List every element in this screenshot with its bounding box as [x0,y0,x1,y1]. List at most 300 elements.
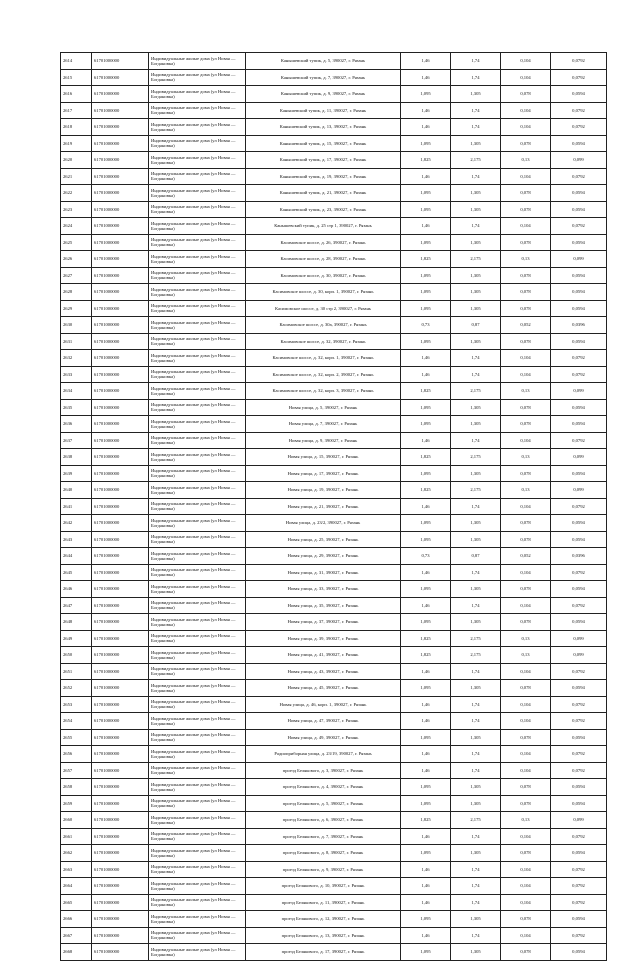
object-type-cell: Индивидуальные жилые дома (ул Новая — Богдановка) [149,234,246,251]
value-4-cell: 0,0792 [551,878,607,895]
value-2-cell: 2,175 [451,383,501,400]
oktmo-code-cell: 61701000000 [92,482,149,499]
value-1-cell: 1,095 [401,201,451,218]
value-1-cell: 1,46 [401,927,451,944]
value-3-cell: 0,078 [501,944,551,961]
address-cell: Касимовское шоссе, д. 30а, 390027, г. Рязань [246,317,401,334]
oktmo-code-cell: 61701000000 [92,713,149,730]
row-number-cell: 2642 [61,515,92,532]
address-cell: Новая улица, д. 49, 390027, г. Рязань [246,729,401,746]
value-4-cell: 0,0792 [551,927,607,944]
address-cell: проезд Белякового, д. 8, 390027, г. Рязань [246,845,401,862]
oktmo-code-cell: 61701000000 [92,729,149,746]
value-3-cell: 0,104 [501,713,551,730]
value-1-cell: 1,095 [401,779,451,796]
value-3-cell: 0,13 [501,383,551,400]
value-1-cell: 1,46 [401,366,451,383]
value-1-cell: 1,095 [401,399,451,416]
table-row [61,746,607,763]
value-2-cell: 1,74 [451,597,501,614]
table-row [61,647,607,664]
oktmo-code-cell: 61701000000 [92,878,149,895]
row-number-cell: 2635 [61,399,92,416]
address-cell: Касимовское шоссе, д. 32, корп. 3, 390027, г. Рязань [246,383,401,400]
row-number-cell: 2652 [61,680,92,697]
table-row [61,944,607,961]
object-type-cell: Индивидуальные жилые дома (ул Новая — Богдановка) [149,284,246,301]
value-1-cell: 1,46 [401,746,451,763]
value-4-cell: 0,0594 [551,284,607,301]
table-row [61,828,607,845]
address-cell: Новая улица, д. 47, 390027, г. Рязань [246,713,401,730]
address-cell: Касимовское шоссе, д. 28, 390027, г. Рязань [246,251,401,268]
value-3-cell: 0,104 [501,894,551,911]
table-body [61,53,607,961]
value-3-cell: 0,104 [501,366,551,383]
table-row [61,234,607,251]
row-number-cell: 2630 [61,317,92,334]
value-2-cell: 1,305 [451,201,501,218]
value-1-cell: 1,825 [401,812,451,829]
object-type-cell: Индивидуальные жилые дома (ул Новая — Богдановка) [149,53,246,70]
value-1-cell: 1,825 [401,647,451,664]
row-number-cell: 2656 [61,746,92,763]
value-2-cell: 1,305 [451,729,501,746]
table-row [61,630,607,647]
row-number-cell: 2665 [61,894,92,911]
value-4-cell: 0,0594 [551,185,607,202]
value-3-cell: 0,078 [501,614,551,631]
value-2-cell: 1,305 [451,515,501,532]
value-4-cell: 0,0792 [551,53,607,70]
value-1-cell: 1,46 [401,878,451,895]
table-row [61,284,607,301]
address-cell: проезд Белякового, д. 11, 390027, г. Рязань [246,894,401,911]
object-type-cell: Индивидуальные жилые дома (ул Новая — Богдановка) [149,878,246,895]
table-row [61,185,607,202]
table-row [61,267,607,284]
value-1-cell: 1,825 [401,449,451,466]
object-type-cell: Индивидуальные жилые дома (ул Новая — Богдановка) [149,531,246,548]
row-number-cell: 2628 [61,284,92,301]
value-4-cell: 0,0792 [551,663,607,680]
row-number-cell: 2636 [61,416,92,433]
table-row [61,416,607,433]
value-4-cell: 0,099 [551,152,607,169]
value-2-cell: 1,74 [451,663,501,680]
value-1-cell: 1,095 [401,581,451,598]
oktmo-code-cell: 61701000000 [92,416,149,433]
oktmo-code-cell: 61701000000 [92,168,149,185]
value-4-cell: 0,0594 [551,581,607,598]
row-number-cell: 2653 [61,696,92,713]
oktmo-code-cell: 61701000000 [92,911,149,928]
address-cell: Канышевский тупик, д. 7, 390027, г. Рязань [246,69,401,86]
oktmo-code-cell: 61701000000 [92,251,149,268]
oktmo-code-cell: 61701000000 [92,812,149,829]
value-3-cell: 0,104 [501,663,551,680]
row-number-cell: 2637 [61,432,92,449]
value-3-cell: 0,078 [501,729,551,746]
row-number-cell: 2631 [61,333,92,350]
value-1-cell: 1,095 [401,267,451,284]
value-3-cell: 0,104 [501,762,551,779]
value-3-cell: 0,13 [501,647,551,664]
value-3-cell: 0,104 [501,597,551,614]
table-row [61,680,607,697]
oktmo-code-cell: 61701000000 [92,680,149,697]
value-3-cell: 0,104 [501,878,551,895]
value-1-cell: 1,095 [401,86,451,103]
row-number-cell: 2651 [61,663,92,680]
value-2-cell: 1,305 [451,300,501,317]
table-row [61,102,607,119]
address-cell: проезд Белякового, д. 13, 390027, г. Рязань [246,927,401,944]
value-2-cell: 1,305 [451,185,501,202]
table-row [61,53,607,70]
value-4-cell: 0,0792 [551,119,607,136]
value-1-cell: 1,46 [401,168,451,185]
value-4-cell: 0,0594 [551,234,607,251]
row-number-cell: 2627 [61,267,92,284]
oktmo-code-cell: 61701000000 [92,218,149,235]
value-2-cell: 1,305 [451,779,501,796]
table-row [61,861,607,878]
address-cell: Новая улица, д. 41, 390027, г. Рязань [246,647,401,664]
address-cell: Канышевский тупик, д. 13, 390027, г. Рязань [246,119,401,136]
value-1-cell: 1,46 [401,53,451,70]
object-type-cell: Индивидуальные жилые дома (ул Новая — Богдановка) [149,630,246,647]
table-row [61,696,607,713]
row-number-cell: 2645 [61,564,92,581]
value-3-cell: 0,13 [501,812,551,829]
oktmo-code-cell: 61701000000 [92,515,149,532]
value-3-cell: 0,052 [501,317,551,334]
object-type-cell: Индивидуальные жилые дома (ул Новая — Богдановка) [149,317,246,334]
row-number-cell: 2620 [61,152,92,169]
value-3-cell: 0,078 [501,185,551,202]
value-1-cell: 1,46 [401,828,451,845]
oktmo-code-cell: 61701000000 [92,465,149,482]
value-3-cell: 0,078 [501,531,551,548]
address-cell: Канышевский тупик, д. 9, 390027, г. Рязань [246,86,401,103]
object-type-cell: Индивидуальные жилые дома (ул Новая — Богдановка) [149,152,246,169]
address-cell: проезд Белякового, д. 5, 390027, г. Рязань [246,795,401,812]
object-type-cell: Индивидуальные жилые дома (ул Новая — Богдановка) [149,680,246,697]
oktmo-code-cell: 61701000000 [92,779,149,796]
address-cell: Канышевский тупик, д. 19, 390027, г. Рязань [246,168,401,185]
object-type-cell: Индивидуальные жилые дома (ул Новая — Богдановка) [149,762,246,779]
value-4-cell: 0,0792 [551,218,607,235]
oktmo-code-cell: 61701000000 [92,135,149,152]
table-row [61,383,607,400]
address-cell: Канышевский тупик, д. 17, 390027, г. Рязань [246,152,401,169]
table-row [61,300,607,317]
value-1-cell: 1,46 [401,713,451,730]
object-type-cell: Индивидуальные жилые дома (ул Новая — Богдановка) [149,119,246,136]
address-cell: Новая улица, д. 46, корп. 1, 390027, г. Рязань [246,696,401,713]
table-row [61,86,607,103]
value-1-cell: 1,46 [401,69,451,86]
value-3-cell: 0,104 [501,432,551,449]
oktmo-code-cell: 61701000000 [92,300,149,317]
value-1-cell: 1,46 [401,498,451,515]
value-4-cell: 0,0594 [551,845,607,862]
object-type-cell: Индивидуальные жилые дома (ул Новая — Богдановка) [149,927,246,944]
oktmo-code-cell: 61701000000 [92,234,149,251]
table-row [61,366,607,383]
value-4-cell: 0,0594 [551,267,607,284]
value-4-cell: 0,0792 [551,861,607,878]
value-3-cell: 0,078 [501,416,551,433]
row-number-cell: 2660 [61,812,92,829]
value-2-cell: 1,74 [451,861,501,878]
value-2-cell: 1,74 [451,894,501,911]
oktmo-code-cell: 61701000000 [92,366,149,383]
address-cell: Радиоприборная улица, д. 23/19, 390027, г. Рязань [246,746,401,763]
row-number-cell: 2617 [61,102,92,119]
value-2-cell: 2,175 [451,251,501,268]
object-type-cell: Индивидуальные жилые дома (ул Новая — Богдановка) [149,267,246,284]
table-row [61,449,607,466]
value-4-cell: 0,0594 [551,86,607,103]
value-4-cell: 0,0792 [551,168,607,185]
value-2-cell: 1,74 [451,102,501,119]
row-number-cell: 2664 [61,878,92,895]
row-number-cell: 2668 [61,944,92,961]
value-3-cell: 0,104 [501,498,551,515]
object-type-cell: Индивидуальные жилые дома (ул Новая — Богдановка) [149,795,246,812]
value-3-cell: 0,078 [501,201,551,218]
object-type-cell: Индивидуальные жилые дома (ул Новая — Богдановка) [149,647,246,664]
value-1-cell: 1,095 [401,531,451,548]
value-3-cell: 0,078 [501,680,551,697]
object-type-cell: Индивидуальные жилые дома (ул Новая — Богдановка) [149,449,246,466]
object-type-cell: Индивидуальные жилые дома (ул Новая — Богдановка) [149,911,246,928]
value-1-cell: 1,095 [401,944,451,961]
object-type-cell: Индивидуальные жилые дома (ул Новая — Богдановка) [149,333,246,350]
row-number-cell: 2633 [61,366,92,383]
oktmo-code-cell: 61701000000 [92,498,149,515]
value-3-cell: 0,078 [501,845,551,862]
value-4-cell: 0,0594 [551,944,607,961]
value-1-cell: 1,46 [401,350,451,367]
value-4-cell: 0,0594 [551,465,607,482]
table-row [61,119,607,136]
value-2-cell: 1,74 [451,498,501,515]
table-row [61,432,607,449]
address-cell: Касимовское шоссе, д. 32, корп. 2, 390027, г. Рязань [246,366,401,383]
row-number-cell: 2666 [61,911,92,928]
value-4-cell: 0,0594 [551,333,607,350]
oktmo-code-cell: 61701000000 [92,696,149,713]
object-type-cell: Индивидуальные жилые дома (ул Новая — Богдановка) [149,548,246,565]
oktmo-code-cell: 61701000000 [92,432,149,449]
oktmo-code-cell: 61701000000 [92,861,149,878]
value-3-cell: 0,104 [501,69,551,86]
value-1-cell: 1,46 [401,696,451,713]
value-1-cell: 1,825 [401,152,451,169]
address-cell: Новая улица, д. 31, 390027, г. Рязань [246,564,401,581]
value-3-cell: 0,104 [501,350,551,367]
address-cell: Новая улица, д. 5, 390027, г. Рязань [246,399,401,416]
value-2-cell: 1,74 [451,927,501,944]
table-row [61,317,607,334]
value-2-cell: 1,74 [451,762,501,779]
value-4-cell: 0,0594 [551,399,607,416]
table-row [61,482,607,499]
value-2-cell: 1,74 [451,564,501,581]
row-number-cell: 2661 [61,828,92,845]
value-2-cell: 1,305 [451,680,501,697]
value-1-cell: 1,095 [401,729,451,746]
value-4-cell: 0,0792 [551,894,607,911]
object-type-cell: Индивидуальные жилые дома (ул Новая — Богдановка) [149,845,246,862]
value-2-cell: 1,305 [451,845,501,862]
table-row [61,927,607,944]
value-2-cell: 1,305 [451,911,501,928]
value-4-cell: 0,0594 [551,515,607,532]
address-cell: Касимовское шоссе, д. 32, корп. 1, 390027, г. Рязань [246,350,401,367]
value-2-cell: 1,305 [451,135,501,152]
table-row [61,812,607,829]
value-2-cell: 1,305 [451,531,501,548]
value-2-cell: 1,305 [451,416,501,433]
address-cell: Новая улица, д. 33, 390027, г. Рязань [246,581,401,598]
address-cell: Новая улица, д. 39, 390027, г. Рязань [246,630,401,647]
value-4-cell: 0,0792 [551,350,607,367]
object-type-cell: Индивидуальные жилые дома (ул Новая — Богдановка) [149,350,246,367]
value-3-cell: 0,104 [501,696,551,713]
row-number-cell: 2632 [61,350,92,367]
row-number-cell: 2644 [61,548,92,565]
object-type-cell: Индивидуальные жилые дома (ул Новая — Богдановка) [149,861,246,878]
value-3-cell: 0,104 [501,218,551,235]
value-3-cell: 0,104 [501,746,551,763]
value-1-cell: 1,095 [401,614,451,631]
table-row [61,614,607,631]
address-cell: проезд Белякового, д. 17, 390027, г. Рязань [246,944,401,961]
object-type-cell: Индивидуальные жилые дома (ул Новая — Богдановка) [149,515,246,532]
value-4-cell: 0,0594 [551,416,607,433]
value-2-cell: 1,305 [451,944,501,961]
row-number-cell: 2662 [61,845,92,862]
row-number-cell: 2663 [61,861,92,878]
value-1-cell: 1,095 [401,795,451,812]
value-4-cell: 0,0792 [551,597,607,614]
table-row [61,399,607,416]
object-type-cell: Индивидуальные жилые дома (ул Новая — Богдановка) [149,779,246,796]
value-1-cell: 1,46 [401,119,451,136]
oktmo-code-cell: 61701000000 [92,53,149,70]
address-cell: Канышевский тупик, д. 25 стр 1, 390027, г. Рязань [246,218,401,235]
object-type-cell: Индивидуальные жилые дома (ул Новая — Богдановка) [149,102,246,119]
row-number-cell: 2649 [61,630,92,647]
oktmo-code-cell: 61701000000 [92,185,149,202]
value-2-cell: 2,175 [451,152,501,169]
object-type-cell: Индивидуальные жилые дома (ул Новая — Богдановка) [149,564,246,581]
table-row [61,564,607,581]
object-type-cell: Индивидуальные жилые дома (ул Новая — Богдановка) [149,383,246,400]
address-cell: Канышевский тупик, д. 15, 390027, г. Рязань [246,135,401,152]
row-number-cell: 2667 [61,927,92,944]
value-2-cell: 1,74 [451,366,501,383]
oktmo-code-cell: 61701000000 [92,284,149,301]
value-3-cell: 0,078 [501,779,551,796]
value-1-cell: 0,73 [401,317,451,334]
object-type-cell: Индивидуальные жилые дома (ул Новая — Богдановка) [149,581,246,598]
value-1-cell: 1,095 [401,333,451,350]
oktmo-code-cell: 61701000000 [92,399,149,416]
oktmo-code-cell: 61701000000 [92,317,149,334]
value-4-cell: 0,0594 [551,779,607,796]
object-type-cell: Индивидуальные жилые дома (ул Новая — Богдановка) [149,416,246,433]
value-2-cell: 1,74 [451,828,501,845]
value-3-cell: 0,104 [501,102,551,119]
object-type-cell: Индивидуальные жилые дома (ул Новая — Богдановка) [149,69,246,86]
oktmo-code-cell: 61701000000 [92,845,149,862]
table-row [61,333,607,350]
address-cell: Новая улица, д. 25, 390027, г. Рязань [246,531,401,548]
oktmo-code-cell: 61701000000 [92,333,149,350]
address-cell: Касимовское шоссе, д. 30 стр 2, 390027, г. Рязань [246,300,401,317]
value-4-cell: 0,0792 [551,69,607,86]
table-row [61,894,607,911]
object-type-cell: Индивидуальные жилые дома (ул Новая — Богдановка) [149,432,246,449]
value-2-cell: 1,305 [451,795,501,812]
value-2-cell: 2,175 [451,630,501,647]
value-1-cell: 1,825 [401,383,451,400]
value-1-cell: 1,095 [401,135,451,152]
value-1-cell: 1,095 [401,185,451,202]
value-2-cell: 1,74 [451,350,501,367]
row-number-cell: 2623 [61,201,92,218]
object-type-cell: Индивидуальные жилые дома (ул Новая — Богдановка) [149,399,246,416]
value-4-cell: 0,0594 [551,911,607,928]
value-1-cell: 1,825 [401,630,451,647]
value-3-cell: 0,078 [501,333,551,350]
value-3-cell: 0,078 [501,795,551,812]
value-3-cell: 0,13 [501,630,551,647]
value-3-cell: 0,078 [501,267,551,284]
value-2-cell: 1,305 [451,333,501,350]
oktmo-code-cell: 61701000000 [92,647,149,664]
value-1-cell: 1,46 [401,861,451,878]
object-type-cell: Индивидуальные жилые дома (ул Новая — Богдановка) [149,300,246,317]
oktmo-code-cell: 61701000000 [92,944,149,961]
table-row [61,498,607,515]
address-cell: проезд Белякового, д. 3, 390027, г. Рязань [246,762,401,779]
object-type-cell: Индивидуальные жилые дома (ул Новая — Богдановка) [149,482,246,499]
value-4-cell: 0,099 [551,812,607,829]
address-cell: Касимовское шоссе, д. 26, 390027, г. Рязань [246,234,401,251]
value-4-cell: 0,0792 [551,432,607,449]
object-type-cell: Индивидуальные жилые дома (ул Новая — Богдановка) [149,828,246,845]
object-type-cell: Индивидуальные жилые дома (ул Новая — Богдановка) [149,251,246,268]
object-type-cell: Индивидуальные жилые дома (ул Новая — Богдановка) [149,597,246,614]
oktmo-code-cell: 61701000000 [92,581,149,598]
value-1-cell: 1,825 [401,482,451,499]
object-type-cell: Индивидуальные жилые дома (ул Новая — Богдановка) [149,168,246,185]
value-3-cell: 0,078 [501,86,551,103]
value-4-cell: 0,099 [551,647,607,664]
value-2-cell: 1,74 [451,713,501,730]
oktmo-code-cell: 61701000000 [92,927,149,944]
address-cell: проезд Белякового, д. 4, 390027, г. Рязань [246,779,401,796]
value-3-cell: 0,13 [501,482,551,499]
value-4-cell: 0,0594 [551,135,607,152]
object-type-cell: Индивидуальные жилые дома (ул Новая — Богдановка) [149,894,246,911]
